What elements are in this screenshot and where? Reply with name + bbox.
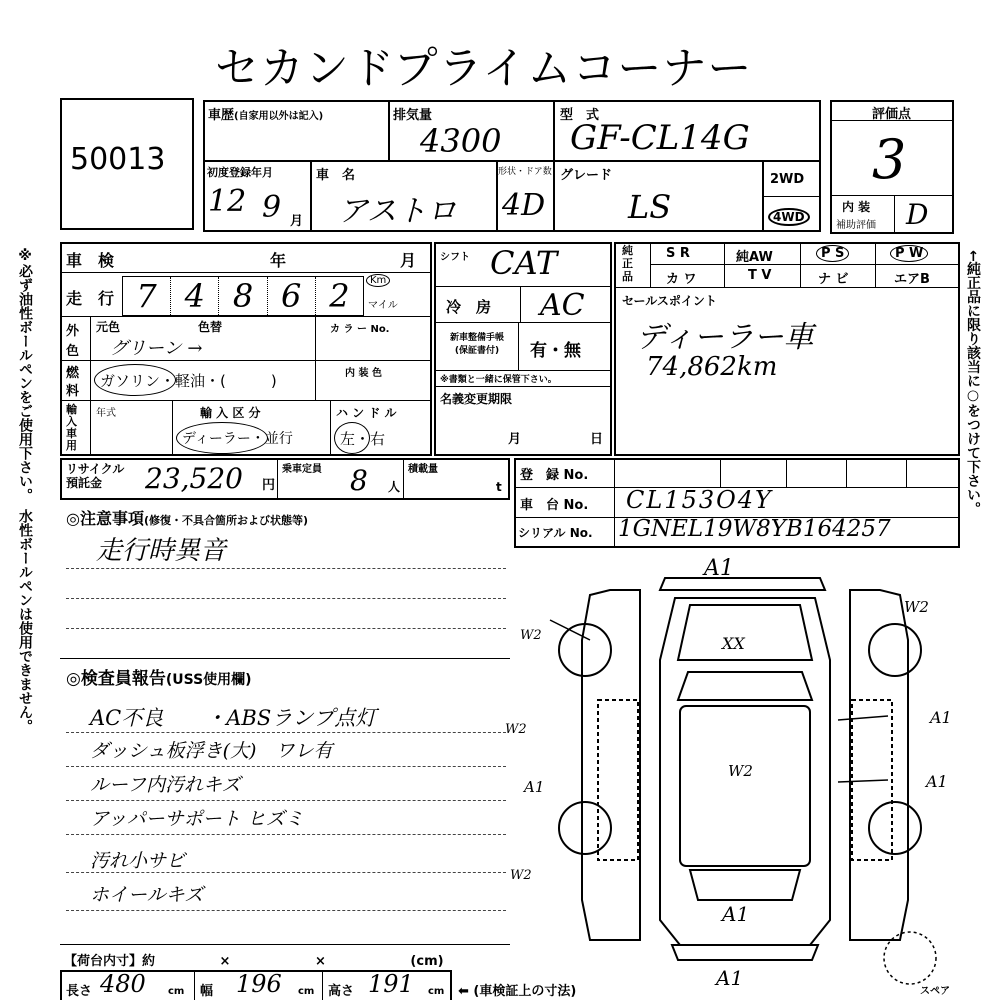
handle-label: ハ ン ド ル — [336, 406, 397, 420]
equip-pw: P W — [890, 245, 928, 262]
load-label: 積載量 — [408, 464, 438, 475]
mileage-unit-km: Km — [366, 274, 390, 287]
fuel-label-1: 燃 — [66, 366, 80, 381]
report-line: AC不良 ・ABSランプ点灯 — [90, 706, 377, 730]
displacement-label: 排気量 — [393, 108, 433, 123]
manual-value: 有・無 — [530, 341, 581, 361]
hood — [678, 605, 812, 660]
color-orig-label: 元色 — [96, 320, 121, 334]
height-label: 高さ — [328, 984, 355, 999]
shift-value: CAT — [490, 244, 558, 282]
car-name-label: 車 名 — [316, 168, 356, 183]
windshield — [678, 672, 812, 700]
capacity-label: 乗車定員 — [282, 464, 322, 475]
equip-sr: S R — [666, 246, 690, 261]
first-reg-year: 12 — [208, 184, 247, 219]
mileage-label: 走 行 — [66, 289, 115, 308]
drive-2wd: 2WD — [770, 172, 805, 187]
model-label: 型 式 — [560, 108, 600, 123]
report-heading: ◎検査員報告(USS使用欄) — [66, 669, 252, 689]
side-note-left: ※必ず油性ボールペンをご使用下さい。 水性ボールペンは使用できません。 — [17, 248, 33, 733]
mark-w2-center: W2 — [728, 762, 753, 780]
car-name: アストロ — [338, 194, 457, 229]
sales-point-line1: ディーラー車 — [636, 320, 814, 355]
doors-value: 4D — [502, 188, 546, 223]
lot-number-box — [60, 98, 194, 230]
width-value: 196 — [236, 970, 282, 998]
import-year-label: 年式 — [96, 408, 116, 419]
grade-value: LS — [628, 188, 672, 226]
mileage-unit-mile: マイル — [368, 300, 398, 311]
serial-value: 1GNEL19W8YB164257 — [618, 516, 891, 542]
left-door-dash — [598, 700, 638, 860]
sales-point-label: セールスポイント — [622, 294, 717, 308]
color-label-2: 色 — [66, 344, 80, 359]
equip-tv: T V — [748, 268, 772, 283]
name-change-day: 日 — [590, 432, 604, 447]
length-value: 480 — [100, 970, 146, 998]
doors-label: 形状・ドア数 — [498, 167, 552, 177]
rear-bumper — [672, 945, 818, 960]
wheel-front-right — [869, 624, 921, 676]
mark-a1-left: A1 — [524, 778, 545, 796]
import-section-label: 輸 入 区 分 — [200, 406, 261, 420]
color-change-label: 色替 — [198, 320, 223, 334]
mark-w2-right-top: W2 — [904, 598, 929, 616]
inspection-month: 月 — [400, 251, 417, 270]
mileage-digit: 8 — [219, 277, 267, 315]
serial-label: シリアル No. — [518, 526, 593, 540]
mark-a1-rear: A1 — [722, 902, 750, 926]
import-label: 輸入車用 — [66, 403, 77, 452]
color-label-1: 外 — [66, 324, 80, 339]
equip-ps: P S — [816, 245, 849, 262]
report-line: ルーフ内汚れキズ — [90, 774, 241, 796]
mileage-digit: 7 — [123, 277, 171, 315]
equip-kawa: カ ワ — [666, 272, 697, 287]
left-side-panel — [582, 590, 640, 940]
first-reg-label: 初度登録年月 — [207, 166, 273, 179]
mileage-digit: 4 — [171, 277, 219, 315]
manual-note: ※書類と一緒に保管下さい。 — [440, 375, 557, 385]
fuel-value: ガソリン・軽油・( ) — [100, 372, 277, 390]
mileage-digit: 2 — [329, 277, 350, 315]
roof — [680, 706, 810, 866]
mark-a1-front: A1 — [704, 556, 734, 581]
report-line: アッパーサポート ヒズミ — [90, 808, 304, 830]
mark-xx: XX — [722, 634, 745, 653]
ac-value: AC — [540, 288, 585, 323]
mileage-digit: 6 — [268, 277, 316, 315]
wheel-rear-right — [869, 802, 921, 854]
report-line: ダッシュ板浮き(大) ワレ有 — [90, 740, 333, 762]
equip-airbag: エアB — [894, 272, 930, 287]
shift-label: シフト — [440, 252, 470, 263]
width-label: 幅 — [200, 984, 214, 999]
name-change-label: 名義変更期限 — [440, 392, 513, 406]
wheel-rear-left — [559, 802, 611, 854]
month-unit: 月 — [290, 214, 304, 229]
manual-label: 新車整備手帳 (保証書付) — [449, 333, 504, 356]
name-change-month: 月 — [508, 432, 522, 447]
handle-value: 左・右 — [340, 430, 386, 448]
capacity-unit: 人 — [388, 480, 401, 494]
mark-a1-right-2: A1 — [926, 772, 948, 791]
recycle-label: リサイクル 預託金 — [66, 462, 125, 490]
cargo-row: 【荷台内寸】約 × × (cm) — [64, 954, 444, 969]
model-code: GF-CL14G — [570, 118, 750, 158]
right-door-dash — [852, 700, 892, 860]
capacity-value: 8 — [350, 464, 368, 497]
score-label: 評価点 — [872, 107, 912, 122]
spare-tire — [884, 932, 936, 984]
reg-no-label: 登 録 No. — [520, 468, 589, 483]
report-line: ホイールキズ — [90, 884, 204, 906]
inspection-year: 年 — [270, 251, 287, 270]
height-cm: cm — [428, 986, 445, 997]
load-unit: t — [496, 480, 502, 494]
page-title: セカンドプライムコーナー — [215, 43, 753, 94]
lot-number: 50013 — [70, 142, 166, 177]
length-cm: cm — [168, 986, 185, 997]
chassis-value: CL153O4Y — [626, 486, 773, 514]
color-code-label: カ ラ ー No. — [330, 324, 390, 335]
notes-line1: 走行時異音 — [96, 536, 227, 566]
sales-point-line2: 74,862km — [646, 352, 778, 382]
mark-w2-left-mid: W2 — [505, 722, 527, 737]
displacement-value: 4300 — [420, 122, 502, 160]
drive-4wd: 4WD — [768, 208, 810, 226]
report-line: 汚れ小サビ — [90, 850, 186, 872]
right-side-panel — [850, 590, 908, 940]
fuel-label-2: 料 — [66, 384, 80, 399]
inspection-label: 車 検 — [66, 251, 115, 270]
rear-window — [690, 870, 800, 900]
height-value: 191 — [368, 970, 414, 998]
dims-note: ⬅ (車検証上の寸法) — [458, 984, 577, 999]
side-note-right: ←純正品に限り該当に○をつけて下さい。 — [965, 250, 981, 516]
chassis-label: 車 台 No. — [520, 498, 589, 513]
score-value: 3 — [872, 128, 907, 191]
mark-w2-left-bottom: W2 — [510, 868, 532, 883]
first-reg-month: 9 — [262, 190, 282, 225]
interior-value: D — [906, 198, 929, 231]
ac-label: 冷 房 — [446, 298, 492, 316]
spare-label: スペア — [920, 986, 950, 997]
history-label: 車歴(自家用以外は記入) — [208, 108, 324, 123]
interior-label: 内 装 — [842, 200, 871, 214]
grade-label: グレード — [560, 168, 613, 183]
interior-sub: 補助評価 — [836, 220, 876, 231]
wheel-front-left — [559, 624, 611, 676]
width-cm: cm — [298, 986, 315, 997]
mileage-digits — [122, 276, 364, 316]
notes-heading: ◎注意事項(修復・不具合箇所および状態等) — [66, 509, 309, 528]
equip-aw: 純AW — [736, 250, 773, 265]
color-value: グリーン → — [110, 338, 203, 359]
front-bumper — [660, 578, 825, 590]
interior-color-label: 内 装 色 — [345, 368, 382, 379]
equip-navi: ナ ビ — [818, 272, 849, 287]
equipment-label: 純正品 — [622, 244, 633, 283]
import-section-value: ディーラー・並行 — [182, 431, 293, 447]
recycle-unit: 円 — [262, 478, 276, 493]
mark-w2-left-top: W2 — [520, 628, 542, 643]
mark-a1-right-1: A1 — [930, 708, 952, 727]
recycle-value: 23,520 — [145, 462, 243, 495]
length-label: 長さ — [66, 984, 93, 999]
mark-a1-rear-bumper: A1 — [716, 966, 744, 990]
